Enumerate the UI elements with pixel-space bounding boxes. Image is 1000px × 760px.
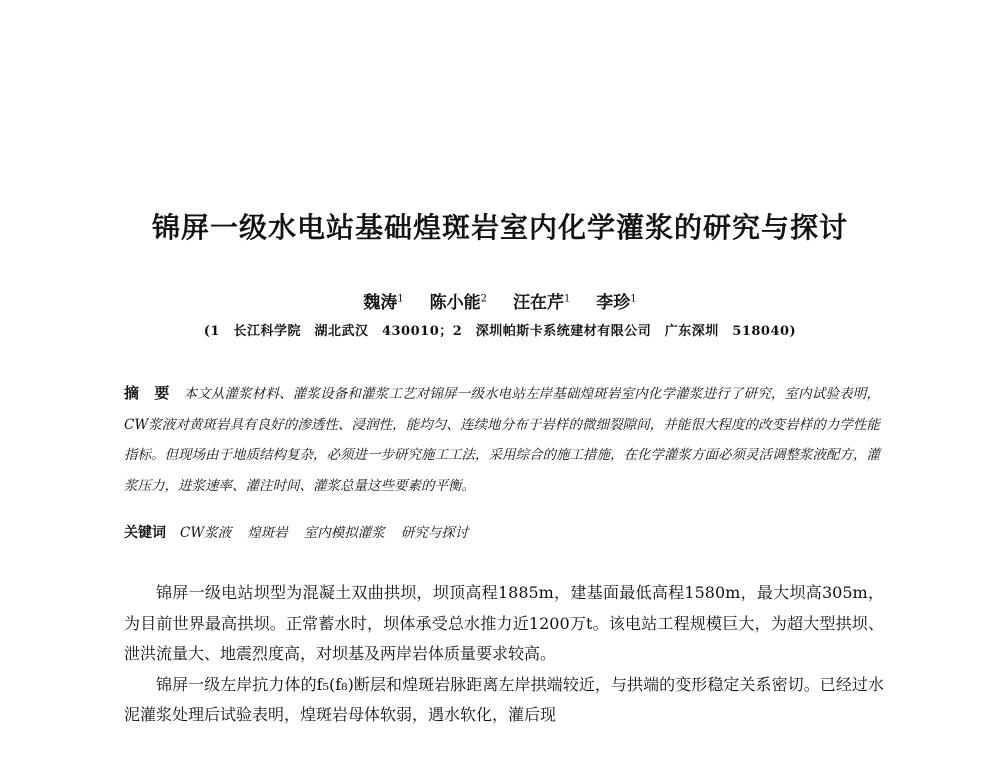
paper-title: 锦屏一级水电站基础煌斑岩室内化学灌浆的研究与探讨	[151, 211, 848, 244]
author-list	[0, 288, 1000, 313]
abstract-label: 摘 要	[124, 384, 170, 402]
body-paragraph: 锦屏一级左岸抗力体的f₅(f₈)断层和煌斑岩脉距离左岸拱端较近，与拱端的变形稳定关系密切。已经过水泥灌浆处理后试验表明，煌斑岩母体软弱，遇水软化，灌后现	[124, 674, 884, 724]
author-name: 魏涛	[363, 293, 398, 313]
body-paragraph: 锦屏一级电站坝型为混凝土双曲拱坝，坝顶高程1885m，建基面最低高程1580m，最大坝高305m，为目前世界最高拱坝。正常蓄水时，坝体承受总水推力近1200万t。该电站工程规模巨大，为超大型拱坝、泄洪流量大、地震烈度高，对坝基及两岸岩体质量要求较高。	[124, 583, 884, 663]
author-affiliation-mark: 2	[480, 293, 488, 305]
author-name: 李珍	[596, 293, 631, 313]
keyword: 室内模拟灌浆	[303, 525, 385, 541]
author	[513, 288, 570, 313]
keywords-label: 关键词	[124, 525, 166, 541]
keyword: 研究与探讨	[400, 525, 469, 541]
affiliations: (1 长江科学院 湖北武汉 430010；2 深圳帕斯卡系统建材有限公司 广东深圳 518040)	[203, 324, 797, 339]
author-name: 汪在芹	[512, 293, 564, 313]
author	[596, 288, 636, 313]
abstract	[124, 378, 880, 501]
author-name: 陈小能	[429, 293, 481, 313]
author-affiliation-mark: 1	[563, 293, 571, 305]
keyword: 煌斑岩	[247, 525, 288, 541]
author	[363, 288, 403, 313]
keyword: CW浆液	[180, 525, 232, 541]
keywords	[124, 521, 880, 542]
body-text	[124, 578, 884, 731]
author	[430, 288, 487, 313]
abstract-text: 本文从灌浆材料、灌浆设备和灌浆工艺对锦屏一级水电站左岸基础煌斑岩室内化学灌浆进行了研究，室内试验表明，CW浆液对黄斑岩具有良好的渗透性、浸润性，能均匀、连续地分布于岩样的微细裂隙间，并能很大程度的改变岩样的力学性能指标。但现场由于地质结构复杂，必须进一步研究施工工法，采用综合的施工措施，在化学灌浆方面必须灵活调整浆液配方，灌浆压力，进浆速率、灌注时间、灌浆总量这些要素的平衡。	[124, 386, 880, 494]
author-affiliation-mark: 1	[630, 293, 637, 305]
author-affiliation-mark: 1	[397, 293, 404, 305]
